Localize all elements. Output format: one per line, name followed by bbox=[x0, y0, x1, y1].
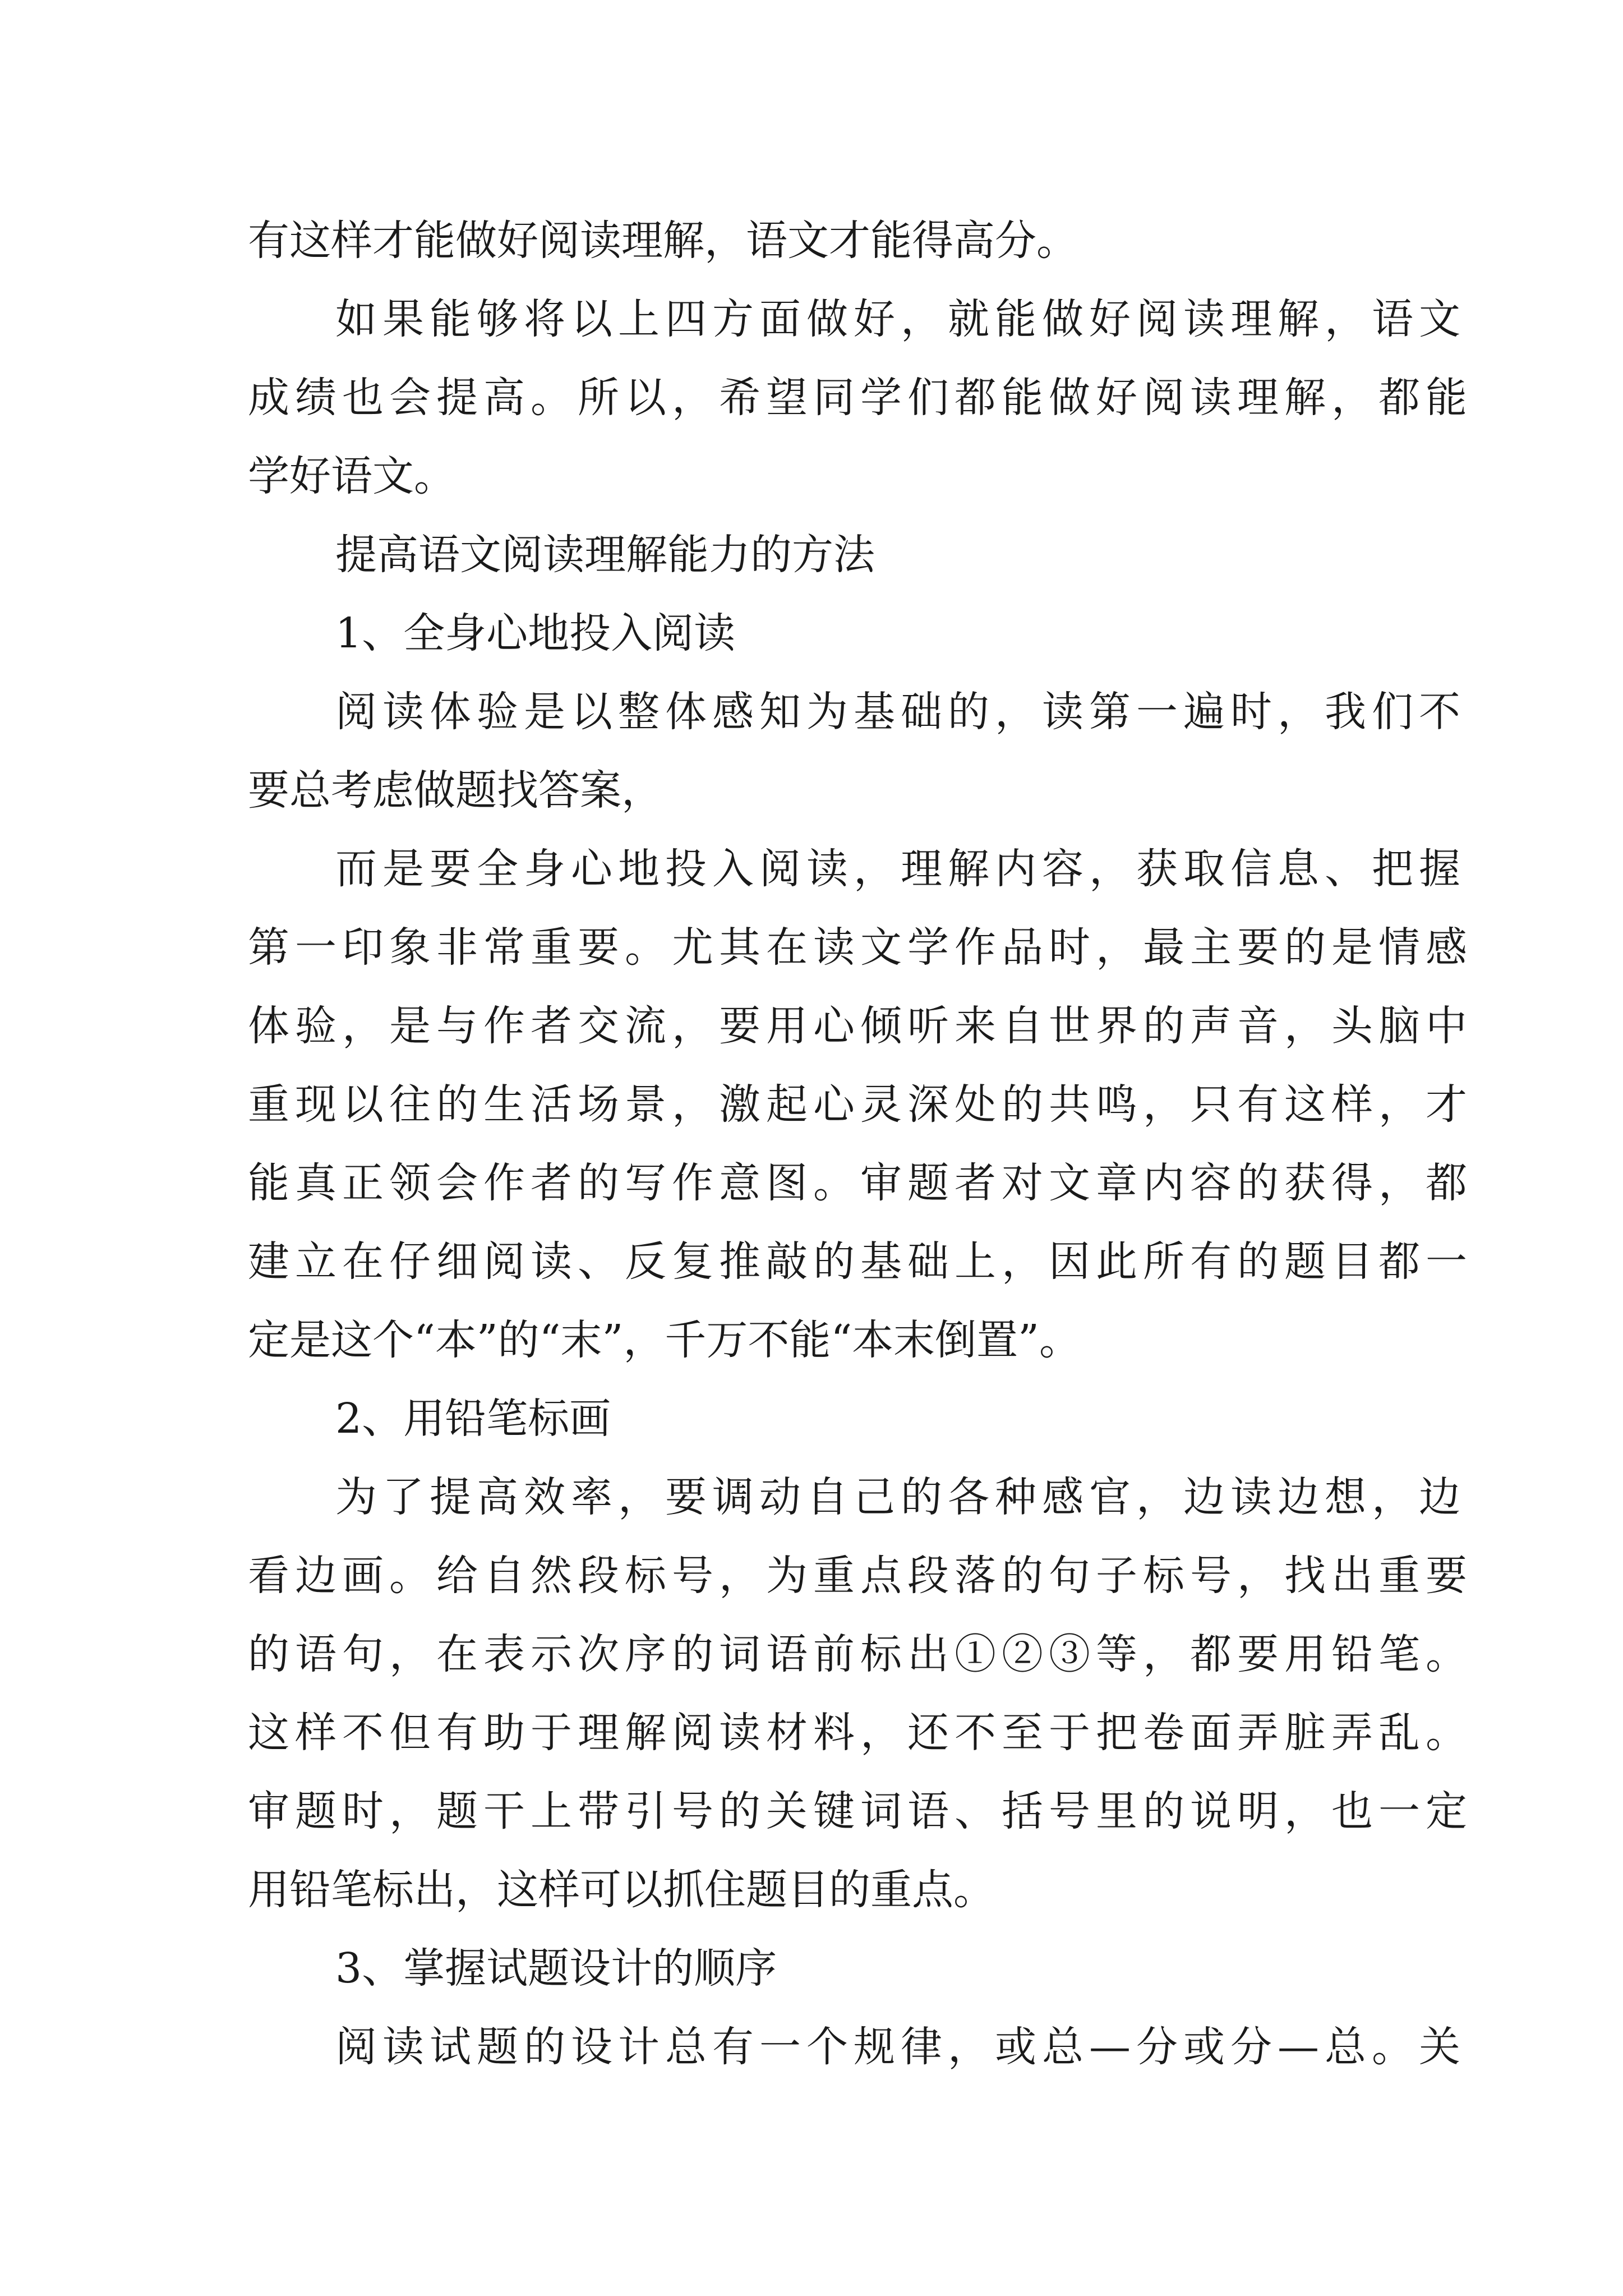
text-line: 用铅笔标出，这样可以抓住题目的重点。 bbox=[248, 1866, 995, 1914]
text-line: 的语句，在表示次序的词语前标出①②③等，都要用铅笔。 bbox=[248, 1630, 1473, 1678]
text-line: 看边画。给自然段标号，为重点段落的句子标号，找出重要 bbox=[248, 1552, 1473, 1600]
text-line: 第一印象非常重要。尤其在读文学作品时，最主要的是情感 bbox=[248, 923, 1473, 972]
subheading: 3、掌握试题设计的顺序 bbox=[335, 1944, 777, 1993]
text-line: 重现以往的生活场景，激起心灵深处的共鸣，只有这样，才 bbox=[248, 1080, 1473, 1129]
text-line: 建立在仔细阅读、反复推敲的基础上，因此所有的题目都一 bbox=[248, 1237, 1473, 1286]
text-line: 能真正领会作者的写作意图。审题者对文章内容的获得，都 bbox=[248, 1159, 1473, 1207]
paragraph-line: 阅读体验是以整体感知为基础的，读第一遍时，我们不 bbox=[335, 688, 1466, 736]
paragraph-line: 如果能够将以上四方面做好，就能做好阅读理解，语文 bbox=[335, 295, 1466, 343]
text-line: 定是这个“本”的“末”，千万不能“本末倒置”。 bbox=[248, 1316, 1081, 1364]
section-title: 提高语文阅读理解能力的方法 bbox=[335, 531, 875, 579]
text-line: 体验，是与作者交流，要用心倾听来自世界的声音，头脑中 bbox=[248, 1002, 1473, 1050]
text-line: 这样不但有助于理解阅读材料，还不至于把卷面弄脏弄乱。 bbox=[248, 1709, 1473, 1757]
text-line: 学好语文。 bbox=[248, 452, 455, 500]
text-line: 要总考虑做题找答案， bbox=[248, 766, 663, 815]
paragraph-line: 为了提高效率，要调动自己的各种感官，边读边想，边 bbox=[335, 1473, 1466, 1521]
text-line: 成绩也会提高。所以，希望同学们都能做好阅读理解，都能 bbox=[248, 374, 1473, 422]
subheading: 2、用铅笔标画 bbox=[335, 1395, 611, 1443]
text-line: 审题时，题干上带引号的关键词语、括号里的说明，也一定 bbox=[248, 1787, 1473, 1835]
paragraph-line: 阅读试题的设计总有一个规律，或总—分或分—总。关 bbox=[335, 2023, 1466, 2071]
subheading: 1、全身心地投入阅读 bbox=[335, 609, 736, 657]
paragraph-line: 而是要全身心地投入阅读，理解内容，获取信息、把握 bbox=[335, 845, 1466, 893]
text-line: 有这样才能做好阅读理解，语文才能得高分。 bbox=[248, 217, 1078, 265]
